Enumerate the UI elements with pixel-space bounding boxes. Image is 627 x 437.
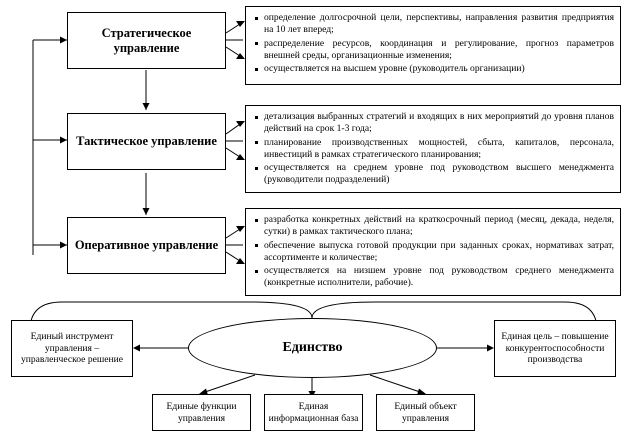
node-label: Оперативное управление xyxy=(74,238,219,252)
node-unified-information-base[interactable] xyxy=(264,394,363,431)
node-unified-goal[interactable] xyxy=(494,320,616,377)
node-unified-functions[interactable] xyxy=(152,394,251,431)
node-label: Тактическое управление xyxy=(76,134,217,148)
node-strategic-management[interactable] xyxy=(67,12,226,69)
node-unified-object[interactable] xyxy=(376,394,475,431)
description-list xyxy=(250,12,614,75)
description-item: распределение ресурсов, координация и регулирование, прогноз параметров внешней среды, организационные изменения; xyxy=(264,37,614,61)
node-unified-management-tool[interactable] xyxy=(11,320,133,377)
description-list xyxy=(250,111,614,187)
description-strategic xyxy=(245,6,621,85)
node-label: Единая информационная база xyxy=(268,400,359,424)
node-label: Единые функции управления xyxy=(166,400,237,424)
node-label: Единство xyxy=(282,340,343,355)
description-item: обеспечение выпуска готовой продукции при заданных сроках, нормативах затрат, ассортименте и количестве; xyxy=(264,239,614,263)
description-item: осуществляется на низшем уровне под руководством среднего менеджмента (конкретные исполнители, рабочие). xyxy=(264,265,614,289)
description-list xyxy=(250,214,614,290)
description-item: планирование производственных мощностей, сбыта, капиталов, персонала, инвестиций в рамках стратегического планирования; xyxy=(264,136,614,160)
description-item: разработка конкретных действий на краткосрочный период (месяц, декада, неделя, сутки) в рамках тактического плана; xyxy=(264,214,614,238)
node-label: Единый инструмент управления – управленческое решение xyxy=(20,330,124,366)
node-label: Единая цель – повышение конкурентоспособности производства xyxy=(501,330,609,366)
description-item: осуществляется на среднем уровне под руководством высшего менеджмента (руководители подразделений) xyxy=(264,162,614,186)
description-item: осуществляется на высшем уровне (руководитель организации) xyxy=(264,63,614,75)
description-operational xyxy=(245,208,621,296)
node-label: Единый объект управления xyxy=(394,400,457,424)
node-tactical-management[interactable] xyxy=(67,113,226,170)
description-item: определение долгосрочной цели, перспективы, направления развития предприятия на 10 лет вперед; xyxy=(264,12,614,36)
node-operational-management[interactable] xyxy=(67,217,226,274)
description-tactical xyxy=(245,105,621,193)
node-label: Стратегическое управление xyxy=(101,25,192,55)
description-item: детализация выбранных стратегий и входящих в них мероприятий до уровня планов действий на срок 1-3 года; xyxy=(264,111,614,135)
node-unity[interactable] xyxy=(188,318,437,378)
